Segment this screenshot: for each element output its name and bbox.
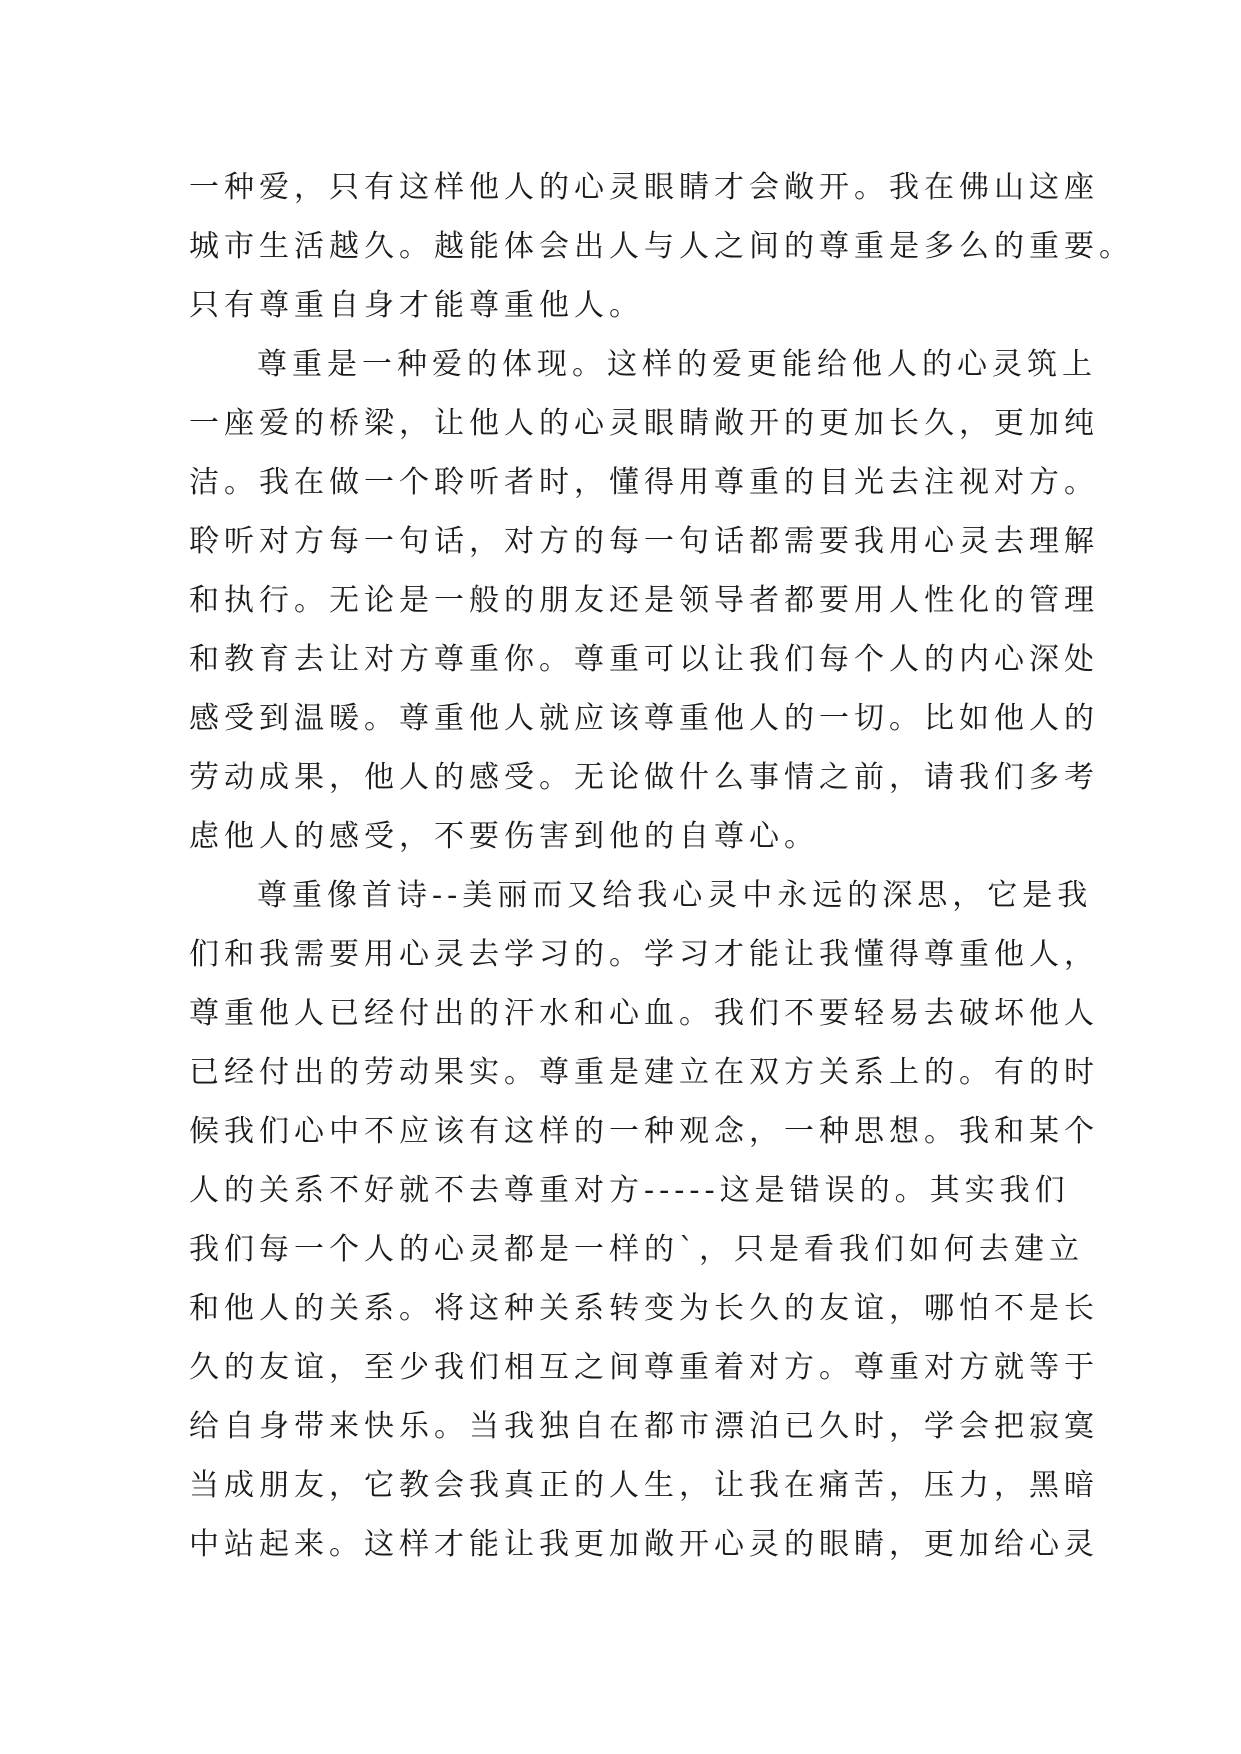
text-line: 一座爱的桥梁，让他人的心灵眼睛敞开的更加长久，更加纯 (189, 406, 1099, 441)
text-line: 我们每一个人的心灵都是一样的`，只是看我们如何去建立 (189, 1232, 1084, 1267)
body-text (189, 158, 1134, 1574)
text-line: 们和我需要用心灵去学习的。学习才能让我懂得尊重他人， (189, 937, 1099, 972)
text-line: 尊重他人已经付出的汗水和心血。我们不要轻易去破坏他人 (189, 996, 1099, 1031)
text-line: 感受到温暖。尊重他人就应该尊重他人的一切。比如他人的 (189, 701, 1099, 736)
text-line: 当成朋友，它教会我真正的人生，让我在痛苦，压力，黑暗 (189, 1468, 1099, 1503)
text-line: 给自身带来快乐。当我独自在都市漂泊已久时，学会把寂寞 (189, 1409, 1099, 1444)
text-line: 虑他人的感受，不要伤害到他的自尊心。 (189, 819, 819, 854)
text-line: 久的友谊，至少我们相互之间尊重着对方。尊重对方就等于 (189, 1350, 1099, 1385)
text-line: 只有尊重自身才能尊重他人。 (189, 288, 644, 323)
text-line: 候我们心中不应该有这样的一种观念，一种思想。我和某个 (189, 1114, 1099, 1149)
text-line: 和执行。无论是一般的朋友还是领导者都要用人性化的管理 (189, 583, 1099, 618)
text-line: 一种爱，只有这样他人的心灵眼睛才会敞开。我在佛山这座 (189, 170, 1099, 205)
text-line: 洁。我在做一个聆听者时，懂得用尊重的目光去注视对方。 (189, 465, 1099, 500)
text-line: 中站起来。这样才能让我更加敞开心灵的眼睛，更加给心灵 (189, 1527, 1099, 1562)
text-line: 和他人的关系。将这种关系转变为长久的友谊，哪怕不是长 (189, 1291, 1099, 1326)
text-line: 人的关系不好就不去尊重对方-----这是错误的。其实我们 (189, 1173, 1070, 1208)
text-line: 劳动成果，他人的感受。无论做什么事情之前，请我们多考 (189, 760, 1099, 795)
paragraph-first-line: 尊重像首诗--美丽而又给我心灵中永远的深思，它是我 (257, 878, 1093, 913)
text-line: 已经付出的劳动果实。尊重是建立在双方关系上的。有的时 (189, 1055, 1099, 1090)
paragraph-first-line: 尊重是一种爱的体现。这样的爱更能给他人的心灵筑上 (257, 347, 1097, 382)
text-line: 聆听对方每一句话，对方的每一句话都需要我用心灵去理解 (189, 524, 1099, 559)
text-line: 和教育去让对方尊重你。尊重可以让我们每个人的内心深处 (189, 642, 1099, 677)
text-line: 城市生活越久。越能体会出人与人之间的尊重是多么的重要。 (189, 229, 1134, 264)
